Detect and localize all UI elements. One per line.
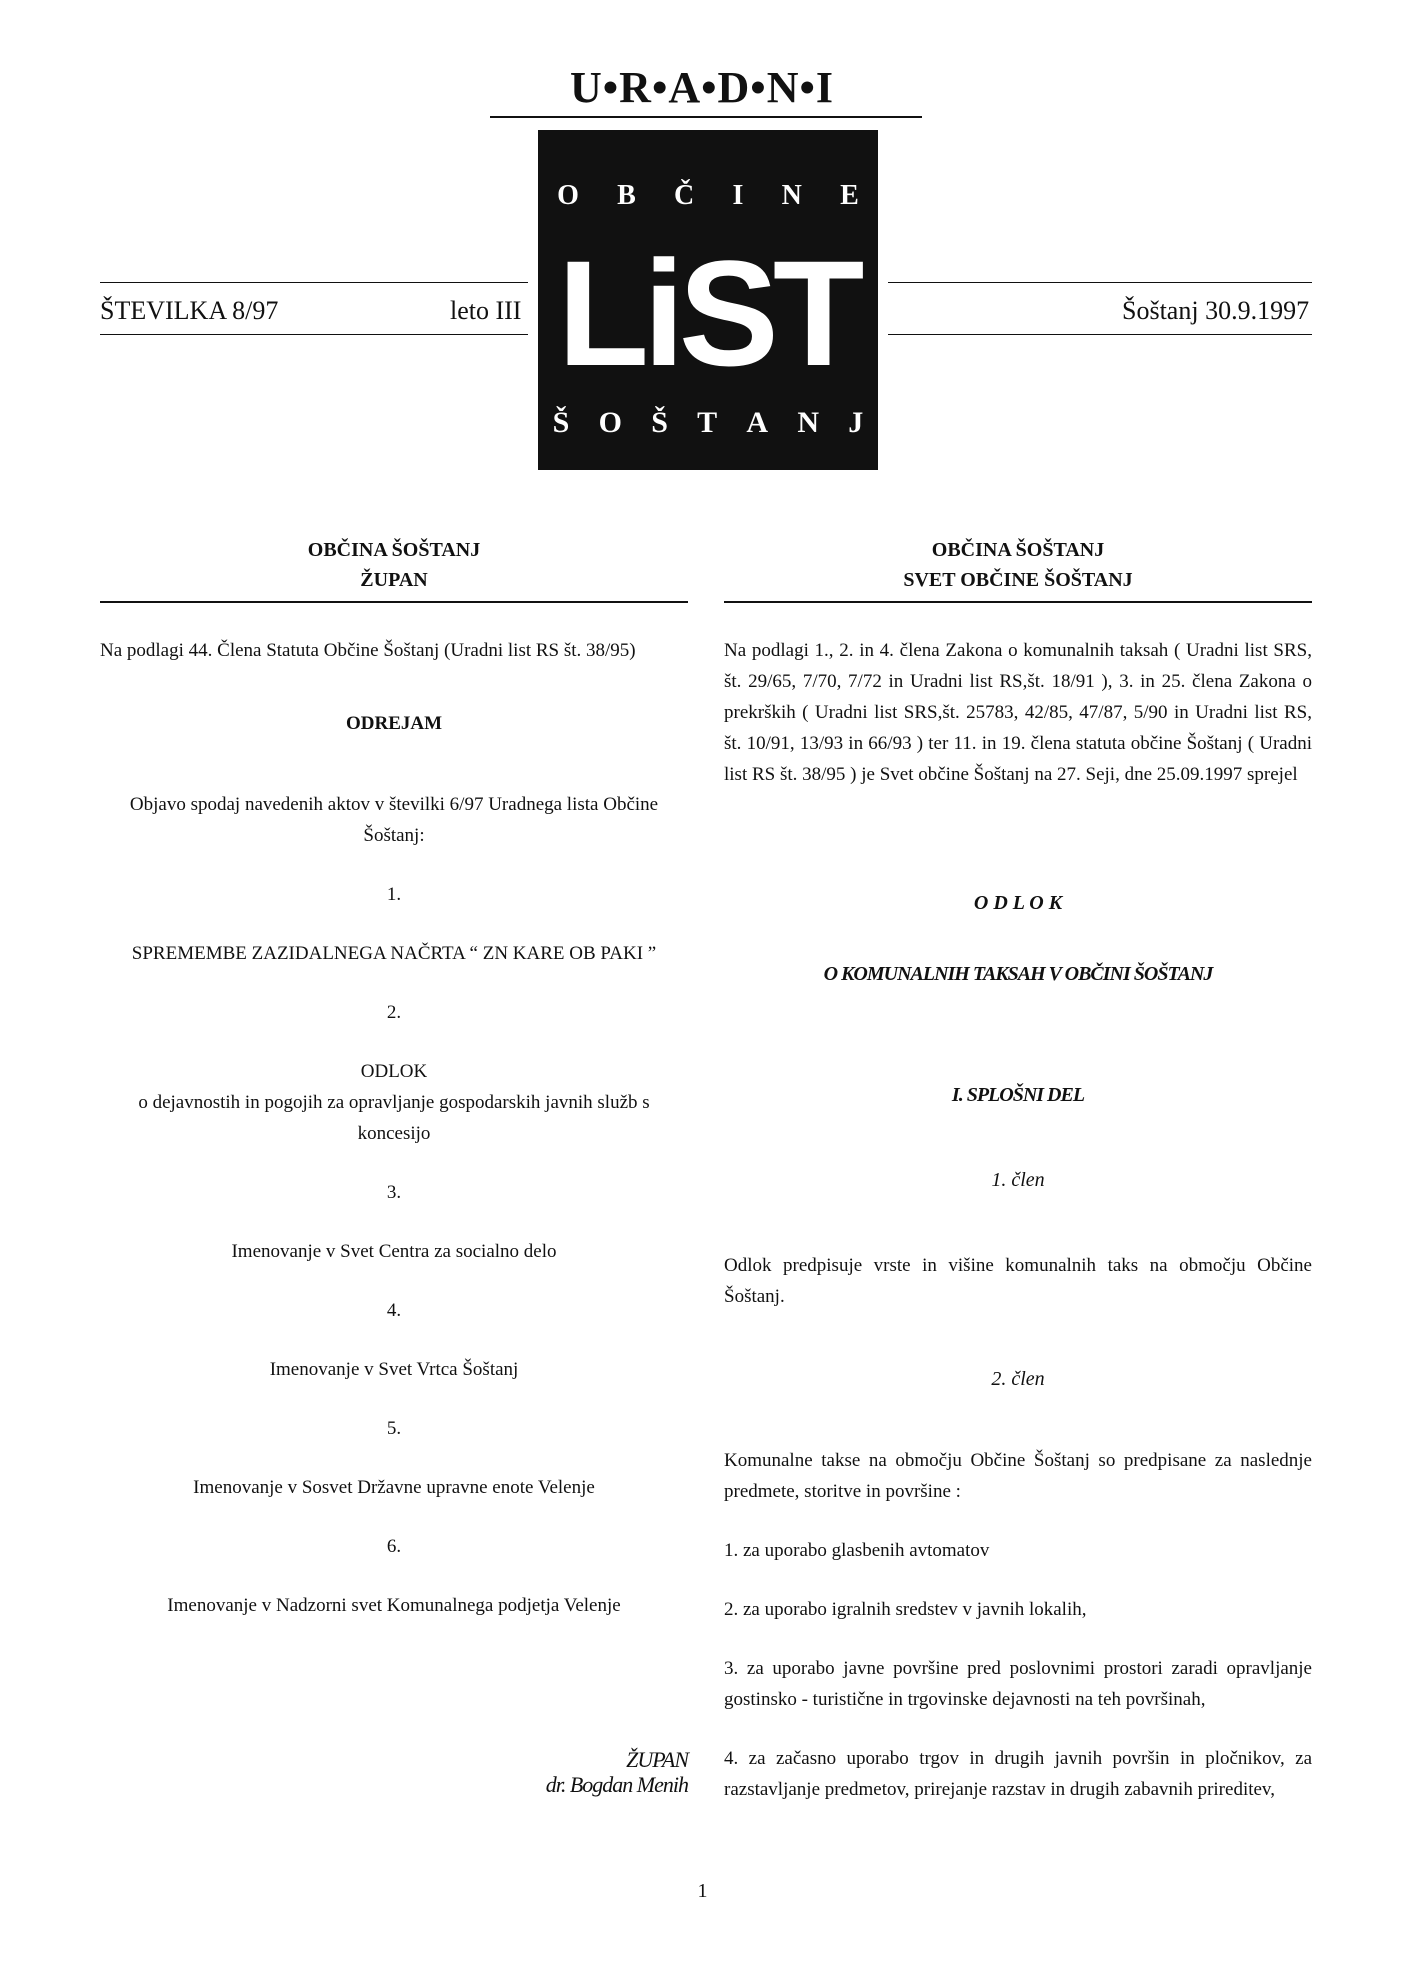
left-verb: ODREJAM: [345, 713, 443, 734]
masthead-title: U•R•A•D•N•I: [569, 63, 835, 112]
issue-date: Šoštanj 30.9.1997: [1122, 296, 1310, 325]
left-heading-authority: OBČINA ŠOŠTANJ: [307, 539, 481, 561]
right-intro: Na podlagi 1., 2. in 4. člena Zakona o komunalnih taksah ( Uradni list SRS, št. 29/65, 7/70, 7/72 in Uradni list RS,št. 18/91 ), 3. in 25. člena Zakona o prekrških ( Uradni list SRS,št. 25783, 42/85, 47/87, 5/90 in Uradni list RS, št. 10/91, 13/93 in 66/93 ) ter 11. in 19. člena statuta občine Šoštanj ( Uradni list RS št. 38/95 ) je Svet občine Šoštanj na 27. Seji, dne 25.09.1997 sprejel: [724, 640, 1312, 785]
signature-name: dr. Bogdan Menih: [545, 1772, 688, 1797]
left-intro: Na podlagi 44. Člena Statuta Občine Šoštanj (Uradni list RS št. 38/95): [100, 640, 636, 661]
logo-letter: Š: [651, 406, 668, 439]
right-heading-rule: [724, 601, 1312, 603]
item-number: 5.: [386, 1418, 402, 1439]
item-text: Imenovanje v Nadzorni svet Komunalnega podjetja Velenje: [167, 1595, 621, 1616]
issue-year: leto III: [450, 296, 522, 325]
masthead-rule: [490, 116, 922, 118]
list-item: 3. za uporabo javne površine pred poslovnimi prostori zaradi opravljanje gostinsko - turistične in trgovinske dejavnosti na teh površinah,: [724, 1658, 1312, 1710]
left-heading-rule: [100, 601, 688, 603]
left-column: [100, 535, 688, 595]
logo-letter: Č: [674, 180, 695, 211]
left-publish-text: Objavo spodaj navedenih aktov v številki 6/97 Uradnega lista Občine Šoštanj:: [129, 794, 659, 846]
logo-letter: N: [781, 180, 802, 211]
article-2-text: Komunalne takse na območju Občine Šoštanj so predpisane za naslednje predmete, storitve in površine :: [724, 1450, 1312, 1502]
item-text: ODLOK o dejavnostih in pogojih za opravljanje gospodarskih javnih služb s koncesijo: [138, 1061, 650, 1144]
logo-letter: T: [697, 406, 718, 439]
article-1-title: 1. člen: [991, 1169, 1045, 1191]
item-number: 3.: [386, 1182, 402, 1203]
item-number: 4.: [386, 1300, 402, 1321]
list-item: 1. za uporabo glasbenih avtomatov: [724, 1540, 990, 1561]
list-item: 4. za začasno uporabo trgov in drugih javnih površin in pločnikov, za razstavljanje predmetov, prirejanje razstav in drugih zabavnih prireditev,: [724, 1748, 1312, 1800]
article-2-title: 2. člen: [991, 1368, 1045, 1390]
item-number: 1.: [386, 884, 402, 905]
header-rule-right-bottom: [888, 334, 1312, 335]
right-body: [724, 635, 1312, 1805]
page-number: 1: [697, 1880, 708, 1902]
right-heading-council: SVET OBČINE ŠOŠTANJ: [903, 569, 1133, 591]
issue-number: ŠTEVILKA 8/97: [100, 296, 279, 325]
signature-title: ŽUPAN: [626, 1747, 688, 1772]
left-heading-office: ŽUPAN: [360, 569, 428, 591]
logo-letter: J: [848, 406, 864, 439]
item-number: 6.: [386, 1536, 402, 1557]
logo-letter: O: [598, 406, 622, 439]
left-body: [100, 635, 688, 1621]
article-1-text: Odlok predpisuje vrste in višine komunalnih taks na območju Občine Šoštanj.: [724, 1255, 1312, 1307]
item-text: Imenovanje v Svet Centra za socialno delo: [231, 1241, 557, 1262]
section-title: I. SPLOŠNI DEL: [951, 1084, 1085, 1106]
decree-title: O D L O K: [973, 892, 1063, 914]
logo-letter: A: [746, 406, 769, 439]
header-rule-right-top: [888, 282, 1312, 283]
publication-logo: [538, 130, 878, 470]
item-number: 2.: [386, 1002, 402, 1023]
logo-letter: B: [617, 180, 636, 211]
left-signature: [400, 1744, 688, 1800]
logo-letter: N: [797, 406, 820, 439]
list-item: 2. za uporabo igralnih sredstev v javnih lokalih,: [724, 1599, 1087, 1620]
logo-letter: I: [732, 180, 744, 211]
decree-subtitle: O KOMUNALNIH TAKSAH V OBČINI ŠOŠTANJ: [823, 963, 1213, 985]
logo-word: LiST: [557, 229, 859, 397]
header-rule-left-top: [100, 282, 528, 283]
item-text: Imenovanje v Sosvet Državne upravne enote Velenje: [193, 1477, 595, 1498]
right-column: [724, 535, 1312, 595]
logo-letter: E: [840, 180, 859, 211]
logo-letter: O: [557, 180, 579, 211]
item-text: SPREMEMBE ZAZIDALNEGA NAČRTA “ ZN KARE OB PAKI ”: [131, 943, 657, 964]
logo-bottom-letters: [538, 406, 878, 440]
item-text: Imenovanje v Svet Vrtca Šoštanj: [269, 1359, 519, 1380]
right-heading-authority: OBČINA ŠOŠTANJ: [931, 539, 1105, 561]
logo-top-letters: [538, 180, 878, 212]
header-rule-left-bottom: [100, 334, 528, 335]
logo-letter: Š: [552, 406, 570, 439]
